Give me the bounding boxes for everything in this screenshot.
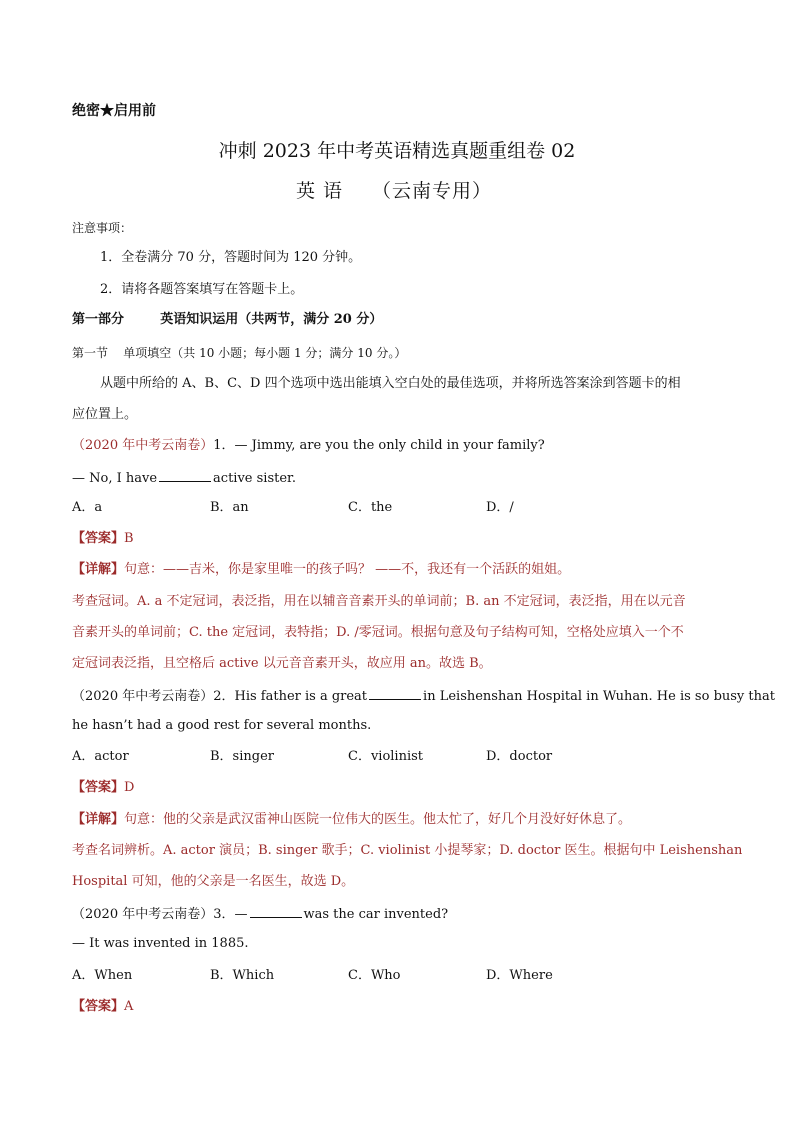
instruction-line-2: 应位置上。 (72, 407, 138, 422)
option-a: A．When (72, 968, 133, 983)
detail-line (72, 562, 570, 578)
question-2 (72, 687, 775, 705)
question-3 (72, 905, 448, 923)
detail-line (72, 812, 631, 828)
option-c: C．violinist (348, 749, 424, 764)
answer-value: D (124, 780, 135, 795)
exam-title: 冲刺 2023 年中考英语精选真题重组卷 02 (218, 140, 576, 162)
answer-blank (369, 687, 421, 700)
detail-line: 定冠词表泛指，且空格后 active 以元音音素开头，故应用 an。故选 B。 (72, 656, 492, 671)
option-d: D．doctor (486, 749, 553, 764)
notice-item-1: 1．全卷满分 70 分，答题时间为 120 分钟。 (100, 250, 362, 265)
answer-blank (159, 469, 211, 482)
question-3-reply: — It was invented in 1885. (72, 936, 249, 951)
reply-text: active sister. (213, 471, 296, 486)
option-a: A．a (72, 500, 103, 515)
detail-line: Hospital 可知，他的父亲是一名医生，故选 D。 (72, 874, 355, 889)
detail-line: 音素开头的单词前；C. the 定冠词，表特指；D. /零冠词。根据句意及句子结构可知，空格处应填入一个不 (72, 625, 684, 640)
answer-value: B (124, 531, 134, 546)
region-title: （云南专用） (372, 180, 493, 202)
notice-item-2: 2．请将各题答案填写在答题卡上。 (100, 282, 304, 297)
option-c: C．the (348, 500, 393, 515)
question-source: （2020 年中考云南卷） (72, 438, 214, 453)
question-stem: was the car invented? (303, 907, 449, 922)
question-1 (72, 438, 545, 454)
question-source: （2020 年中考云南卷） (72, 907, 214, 922)
part1-title: 第一部分 英语知识运用（共两节，满分 20 分） (72, 312, 383, 327)
answer-label: 【答案】 (72, 531, 125, 546)
question-stem: in Leishenshan Hospital in Wuhan. He is so busy that (423, 689, 775, 704)
answer-line-1 (72, 531, 134, 547)
option-a: A．actor (72, 749, 129, 764)
answer-label: 【答案】 (72, 999, 125, 1014)
question-stem: 1．— Jimmy, are you the only child in your family? (213, 438, 545, 453)
answer-label: 【答案】 (72, 780, 125, 795)
answer-value: A (124, 999, 134, 1014)
section1-title: 第一节 单项填空（共 10 小题；每小题 1 分；满分 10 分。） (72, 346, 407, 360)
option-c: C．Who (348, 968, 401, 983)
question-stem: 3．— (213, 907, 248, 922)
detail-label: 【详解】 (72, 812, 125, 827)
subject-title: 英 语 (296, 180, 344, 202)
option-d: D．/ (486, 500, 514, 515)
answer-line-3 (72, 999, 133, 1015)
detail-text: 句意：——吉米，你是家里唯一的孩子吗？ ——不，我还有一个活跃的姐姐。 (124, 562, 571, 577)
answer-blank (250, 905, 302, 918)
option-b: B．an (210, 500, 249, 515)
option-b: B．singer (210, 749, 274, 764)
question-source: （2020 年中考云南卷） (72, 689, 214, 704)
option-b: B．Which (210, 968, 275, 983)
reply-text: — No, I have (72, 471, 158, 486)
instruction-line-1: 从题中所给的 A、B、C、D 四个选项中选出能填入空白处的最佳选项，并将所选答案涂到答题卡的相 (100, 376, 681, 391)
detail-label: 【详解】 (72, 562, 125, 577)
detail-line: 考查名词辨析。A. actor 演员；B. singer 歌手；C. violinist 小提琴家；D. doctor 医生。根据句中 Leishenshan (72, 843, 743, 858)
question-1-reply (72, 469, 296, 487)
confidential-label: 绝密★启用前 (72, 103, 156, 119)
answer-line-2 (72, 780, 134, 796)
question-2-line-2: he hasn’t had a good rest for several months. (72, 718, 372, 733)
notice-heading: 注意事项： (72, 221, 133, 235)
question-stem: 2．His father is a great (213, 689, 368, 704)
detail-text: 句意：他的父亲是武汉雷神山医院一位伟大的医生。他太忙了，好几个月没好好休息了。 (124, 812, 632, 827)
option-d: D．Where (486, 968, 553, 983)
detail-line: 考查冠词。A. a 不定冠词，表泛指，用在以辅音音素开头的单词前；B. an 不定冠词，表泛指，用在以元音 (72, 594, 686, 609)
